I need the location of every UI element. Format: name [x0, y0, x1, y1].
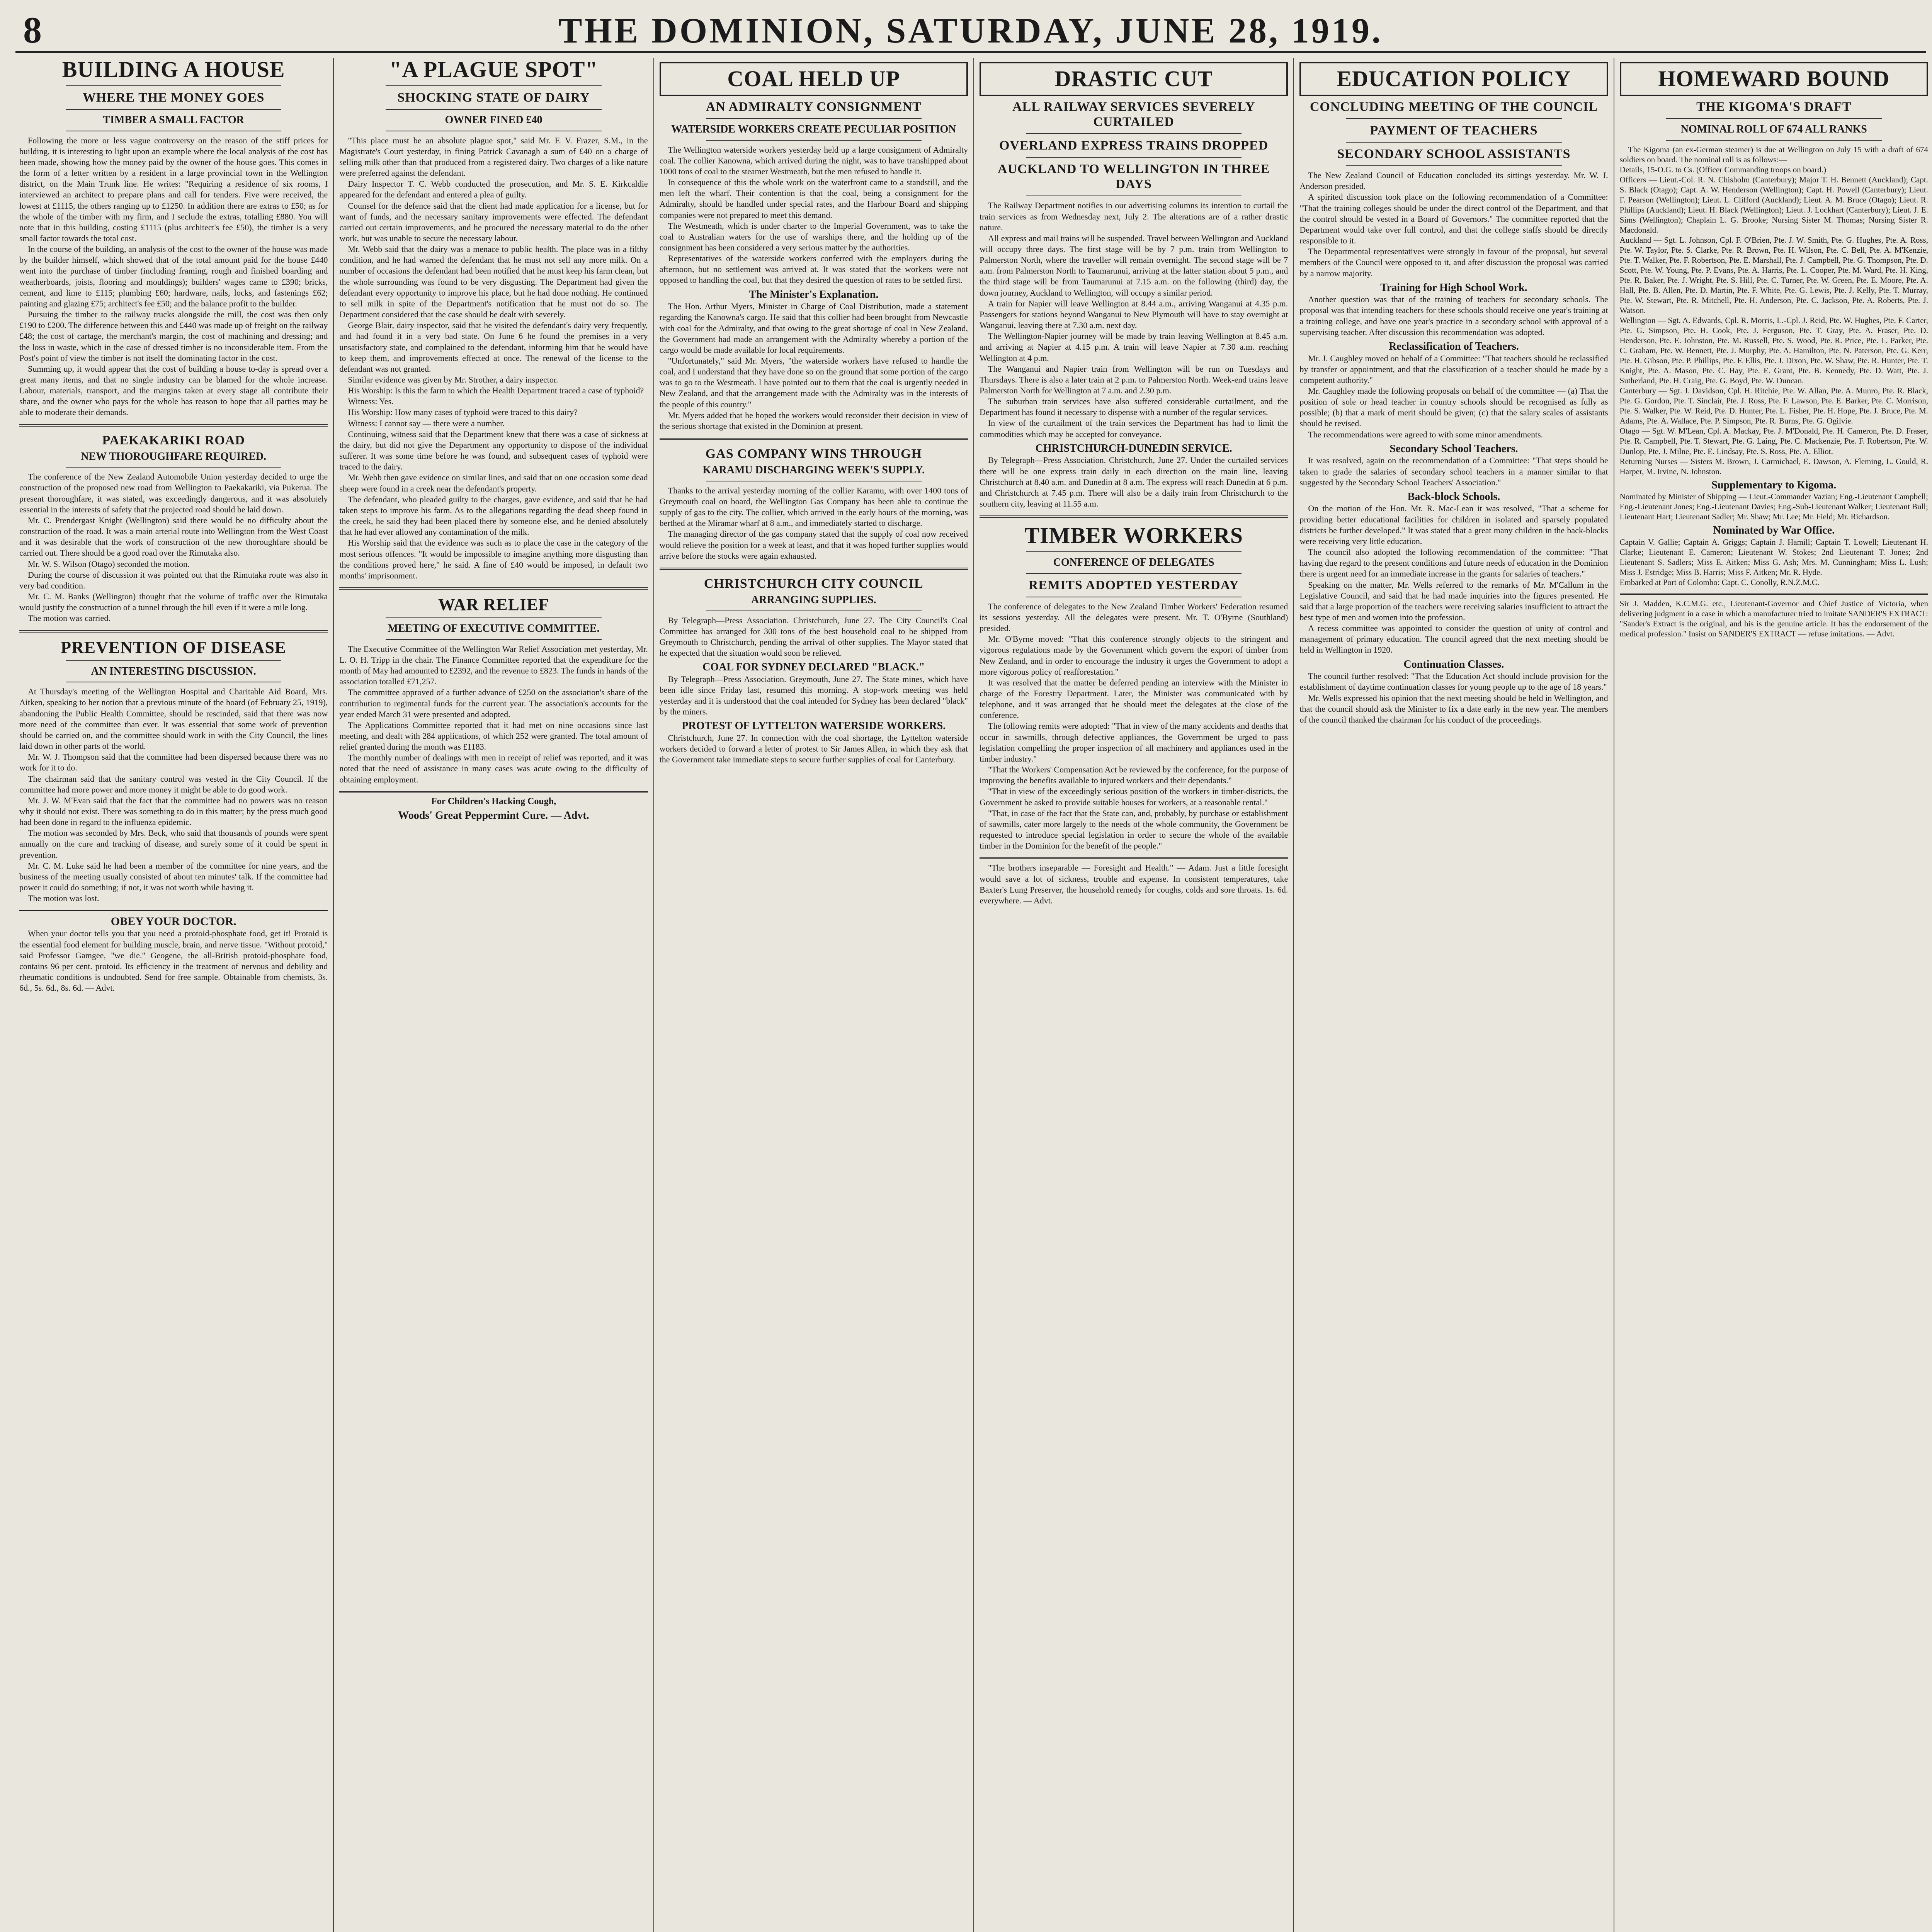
- column-building-house: [14, 58, 334, 1932]
- advertisement: [980, 857, 1288, 906]
- paragraph: Mr. C. Prendergast Knight (Wellington) said there would be no difficulty about the construction of the road. It was a main arterial route into Wellington from the West Coast and it was desirable that the work of construction of the new thoroughfare should be carried out. There should be a good road over the Rimutaka also.: [19, 515, 328, 558]
- section-subhead: Secondary School Teachers.: [1389, 442, 1518, 455]
- paragraph: A train for Napier will leave Wellington at 8.44 a.m., arriving Wanganui at 4.35 p.m. Passengers for stations beyond Wanganui to New Plymouth will have to stay overnight at Wanganui, leaving there at 7.30 a.m. next day.: [979, 298, 1288, 330]
- paragraph: Mr. W. S. Wilson (Otago) seconded the motion.: [28, 559, 190, 569]
- paragraph: By Telegraph—Press Association. Christchurch, June 27. The City Council's Coal Committee has arranged for 300 tons of the best household coal to be shipped from Greymouth to Christchurch, pending the arrival of other supplies. The Mayor stated that he expected that the situation would soon be relieved.: [659, 615, 968, 658]
- subhead: CONCLUDING MEETING OF THE COUNCIL: [1310, 99, 1598, 114]
- paragraph: His Worship said that the evidence was such as to place the case in the category of the most serious offences. "It would be impossible to imagine anything more disgusting than the conditions proved here," he said. A fine of £40 would be imposed, in default two months' imprisonment.: [339, 538, 648, 580]
- paragraph: Witness: I cannot say — there were a number.: [348, 418, 505, 428]
- paragraph: The Departmental representatives were strongly in favour of the proposal, but several members of the Council were opposed to it, and after discussion the proposal was carried by a narrow majority.: [1299, 247, 1608, 278]
- subhead: THE KIGOMA'S DRAFT: [1696, 99, 1852, 114]
- ad-text: Sir J. Madden, K.C.M.G. etc., Lieutenant-Governor and Chief Justice of Victoria, when delivering judgment in a case in which a manufacturer tried to imitate SANDER'S EXTRACT: "Sander's Extract is the original, and his is the genuine article. It has the endorsement of the medical profession." Insist on SANDER'S EXTRACT — refuse imitations. — Advt.: [1619, 599, 1928, 639]
- section-head: CHRISTCHURCH CITY COUNCIL: [704, 576, 923, 591]
- section-subhead: NEW THOROUGHFARE REQUIRED.: [81, 450, 267, 463]
- paragraph: "That in view of the exceedingly serious position of the workers in timber-districts, the Government be asked to provide suitable houses for workers, at a reasonable rental.": [979, 786, 1288, 807]
- headline: "A PLAGUE SPOT": [389, 58, 598, 82]
- headline-box: [980, 62, 1288, 96]
- paragraph: The Wellington-Napier journey will be made by train leaving Wellington at 8.45 a.m. and arriving at Napier at 4.15 p.m. A train will leave Napier at 7.30 a.m. reaching Wellington at 4 p.m.: [979, 331, 1288, 363]
- paragraph: Mr. J. W. M'Evan said that the fact that the committee had no powers was no reason why it should not exist. There was something to do in this matter; by the press much good had been done in regard to the influenza epidemic.: [19, 795, 328, 827]
- paragraph: The Westmeath, which is under charter to the Imperial Government, was to take the coal to Australian waters for the use of warships there, and the holding up of the consignment has been considered a very serious matter by the authorities.: [659, 221, 968, 252]
- subhead: TIMBER A SMALL FACTOR: [103, 114, 244, 126]
- section-note: Embarked at Port of Colombo: Capt. C. Conolly, R.N.Z.M.C.: [1619, 578, 1820, 587]
- ad-headline: For Children's Hacking Cough,: [431, 796, 556, 806]
- section-head: COAL FOR SYDNEY DECLARED "BLACK.": [702, 661, 925, 673]
- paragraph: Representatives of the waterside workers conferred with the employers during the afternoon, but no settlement was arrived at. It was stated that the workers were not opposed to handling the coal, but that they desired the question of rates to be settled first.: [659, 253, 968, 285]
- paragraph: Mr. Caughley made the following proposals on behalf of the committee — (a) That the position of sole or head teacher in country schools should be recognised as fully as possible; (b) that a mark of merit should be given; (c) that the salary scales of assistants should be revised.: [1299, 386, 1608, 429]
- section-subhead: The Minister's Explanation.: [749, 288, 879, 301]
- paragraph: Another question was that of the training of teachers for secondary schools. The proposal was that intending teachers for these schools should receive one year's training at a training college, and have one year's practice in a secondary school with approval of a supervising teacher. After discussion this recommendation was adopted.: [1299, 294, 1608, 337]
- paragraph: Mr. J. Caughley moved on behalf of a Committee: "That teachers should be reclassified by transfer or appointment, and that the classification of a teacher should be made by a competent authority.": [1299, 353, 1608, 385]
- paragraph: In the course of the building, an analysis of the cost to the owner of the house was made by the builder himself, which showed that of the total amount paid for the house £440 went into the purchase of timber (including framing, rough and finished boarding and weatherboards, joists, flooring and mouldings); builders' wages came to £390; bricks, cement, and lime to £115; plumbing £60; hardware, nails, locks, and fastenings £62; painting and glazing £75; architect's fee £50; and the balance profit to the builder.: [19, 244, 328, 308]
- paragraph: "That, in case of the fact that the State can, and, probably, by purchase or establishment of sawmills, cater more largely to the needs of the whole community, the Government be requested to introduce special legislation in order to secure the whole of the available timber in the Dominion for the benefit of the people.": [979, 808, 1288, 851]
- paragraph: The Applications Committee reported that it had met on nine occasions since last meeting, and dealt with 284 applications, of which 252 were granted. The total amount of relief granted during the month was £1183.: [339, 720, 648, 752]
- paragraph: Thanks to the arrival yesterday morning of the collier Karamu, with over 1400 tons of Greymouth coal on board, the Wellington Gas Company has been able to continue the supply of gas to the city. The collier, which arrived in the early hours of the morning, was berthed at the Miramar wharf at 8 a.m., and immediately started to discharge.: [659, 485, 968, 528]
- masthead-title: THE DOMINION, SATURDAY, JUNE 28, 1919.: [558, 11, 1383, 50]
- ad-text: Woods' Great Peppermint Cure. — Advt.: [398, 809, 589, 821]
- paragraph: The monthly number of dealings with men in receipt of relief was reported, and it was noted that the need of assistance in many cases was acute owing to the difficulty of obtaining employment.: [339, 753, 648, 784]
- paragraph: At Thursday's meeting of the Wellington Hospital and Charitable Aid Board, Mrs. Aitken, speaking to her notion that a previous minute of the board (of February 25, 1919), abandoning the Public Health Committee, should be rescinded, said that there was now more need of the committee than ever. It was essential that some work of prevention should be carried on, and the committee should work in with the City Council, the lines laid down in other parts of the world.: [19, 687, 328, 751]
- paragraph: The motion was lost.: [28, 893, 99, 903]
- paragraph: A recess committee was appointed to consider the question of unity of control and management of primary education. The council agreed that the next meeting should be held in Wellington in 1920.: [1299, 623, 1608, 655]
- paragraph: Christchurch, June 27. In connection with the coal shortage, the Lyttelton waterside workers decided to forward a letter of protest to Sir James Allen, in which they ask that the Government take immediate steps to secure further supplies of coal for Canterbury.: [659, 733, 968, 765]
- subhead: SHOCKING STATE OF DAIRY: [397, 90, 590, 105]
- nominal-roll: Captain V. Gallie; Captain A. Griggs; Captain J. Hamill; Captain T. Lowell; Lieutenant H. Clarke; Lieutenant E. Cameron; Lieutenant W. Stokes; 2nd Lieutenant T. Jones; 2nd Lieutenant S. Sadlers; Miss E. Aitken; Miss G. Ash; Mrs. M. Cunningham; Miss L. Lush; Miss J. Estridge; Miss B. Harris; Miss F. Aitken; Mr. R. Hyde.: [1619, 537, 1928, 577]
- advertisement: [1620, 594, 1928, 639]
- subhead: AUCKLAND TO WELLINGTON IN THREE DAYS: [998, 162, 1270, 192]
- paragraph: Mr. Wells expressed his opinion that the next meeting should be held in Wellington, and that the council should ask the Minister to fix a date early in the new year. The members of the council thanked the chairman for his conduct of the proceedings.: [1299, 693, 1608, 724]
- subhead: ALL RAILWAY SERVICES SEVERELY CURTAILED: [1012, 99, 1255, 129]
- paragraph: The following remits were adopted: "That in view of the many accidents and deaths that occur in sawmills, through defective appliances, the Government be urged to pass legislation compelling the proper inspection of all machinery and appliances used in the timber industry.": [979, 721, 1288, 764]
- section-subhead: ARRANGING SUPPLIES.: [751, 594, 876, 606]
- section-subhead: Continuation Classes.: [1403, 658, 1504, 670]
- paragraph: On the motion of the Hon. Mr. R. Mac-Lean it was resolved, "That a scheme for providing better educational facilities for children in isolated and sparsely populated districts be further developed." It was stated that a great many children in the back-blocks were receiving very little education.: [1299, 503, 1608, 546]
- section-subhead: Back-block Schools.: [1407, 490, 1500, 503]
- paragraph: By Telegraph—Press Association. Christchurch, June 27. Under the curtailed services there will be one express train daily in each direction on the main line, leaving Christchurch at 8.40 a.m. and Dunedin at 8 a.m. The express will reach Dunedin at 6 p.m. and Christchurch at 7.45 p.m. There will also be a daily train from Christchurch to the southern city, leaving at 11.55 a.m.: [979, 455, 1288, 509]
- section-head: CHRISTCHURCH-DUNEDIN SERVICE.: [1035, 442, 1232, 454]
- column-coal-held-up: [654, 58, 974, 1932]
- advertisement: [339, 791, 648, 822]
- paragraph: The conference of the New Zealand Automobile Union yesterday decided to urge the construction of the proposed new road from Wellington to Paekakariki, via Pukerua. The present thoroughfare, it was stated, was exceedingly dangerous, and it was absolutely essential in the interests of safety that the projected road should be laid down.: [19, 472, 328, 514]
- paragraph: Mr. Webb said that the dairy was a menace to public health. The place was in a filthy condition, and he had warned the defendant that he must not sell any more milk. On a number of occasions the defendant had been notified that he must keep his farm clean, but the whole surrounding was found to be very disgusting. The Department had given the defendant every opportunity to improve his place, but he had done nothing. He continued to sell milk in spite of the Department's notification that he must not do so. The Department considered that the case should be dealt with severely.: [339, 244, 648, 320]
- paragraph: His Worship: Is this the farm to which the Health Department traced a case of typhoid?: [348, 386, 644, 396]
- paragraph: Mr. Myers added that he hoped the workers would reconsider their decision in view of the serious shortage that existed in the Dominion at present.: [659, 410, 968, 431]
- ad-text: "The brothers inseparable — Foresight and Health." — Adam. Just a little foresight would save a lot of sickness, trouble and expense. In consistent temperatures, take Baxter's Lung Preserver, the household remedy for coughs, colds and sore throats. 1s. 6d. everywhere. — Advt.: [979, 863, 1288, 905]
- paragraph: Mr. W. J. Thompson said that the committee had been dispersed because there was no work for it to do.: [19, 752, 328, 773]
- column-drastic-cut: [974, 58, 1294, 1932]
- paragraph: The Hon. Arthur Myers, Minister in Charge of Coal Distribution, made a statement regarding the Kanowna's cargo. He said that this collier had been brought from Newcastle with coal for the Admiralty, and that owing to the great shortage of coal in New Zealand, the Government had made an arrangement with the Admiralty whereby a portion of the cargo would be made available for local requirements.: [659, 301, 968, 355]
- nominal-roll: Returning Nurses — Sisters M. Brown, J. Carmichael, E. Dawson, A. Fleming, L. Gould, R. Harper, M. Irvine, N. Johnston.: [1619, 456, 1928, 476]
- paragraph: The Kigoma (an ex-German steamer) is due at Wellington on July 15 with a draft of 674 soldiers on board. The nominal roll is as follows:—: [1619, 145, 1928, 164]
- subhead: OVERLAND EXPRESS TRAINS DROPPED: [999, 138, 1269, 153]
- paragraph: The council also adopted the following recommendation of the committee: "That having due regard to the present conditions and future needs of education in the Dominion there is urgent need for an immediate increase in the grants for salaries of teachers.": [1299, 547, 1608, 579]
- paragraph: It was resolved that the matter be deferred pending an interview with the Minister in charge of the Forestry Department. Later, the Minister was communicated with by telephone, and it was arranged that he should meet the delegates at the close of the conference.: [979, 677, 1288, 720]
- paragraph: Speaking on the matter, Mr. Wells referred to the remarks of Mr. M'Callum in the Legislative Council, and said that he had made inquiries into the figures presented. He said that a large proportion of the teachers were receiving salaries insufficient to attract the best type of men and women into the profession.: [1299, 580, 1608, 622]
- subhead: PAYMENT OF TEACHERS: [1370, 123, 1538, 138]
- section-head: Nominated by War Office.: [1713, 524, 1835, 537]
- paragraph: Similar evidence was given by Mr. Strother, a dairy inspector.: [348, 375, 558, 385]
- paragraph: Counsel for the defence said that the client had made application for a license, but for want of funds, and the necessary sanitary improvements were effected. The defendant carried out certain improvements, and he procured the necessary material to do the other work, but was unable to secure the necessary labour.: [339, 201, 648, 243]
- headline: HOMEWARD BOUND: [1658, 66, 1890, 91]
- paragraph: Continuing, witness said that the Department knew that there was a case of sickness at the dairy, but did not give the Department any opportunity to dispose of the individual sufferer. It was some time before he was found, and subsequent cases of typhoid were traced to the dairy.: [339, 429, 648, 472]
- paragraph: Mr. Webb then gave evidence on similar lines, and said that on one occasion some dead sheep were found in a creek near the defendant's property.: [339, 473, 648, 493]
- subhead: NOMINAL ROLL OF 674 ALL RANKS: [1680, 123, 1867, 135]
- paragraph: Pursuing the timber to the railway trucks alongside the mill, the cost was then only £190 to £200. The difference between this and £440 was made up of freight on the railway £48; the cost of cartage, the merchant's margin, the cost of machining and dressing; and the loss in waste, which in the case of dressed timber is no inconsiderable item. From the Post's point of view the timber is not itself the dominating factor in the cost.: [19, 310, 328, 363]
- column-homeward-bound: [1614, 58, 1932, 1932]
- paragraph: The New Zealand Council of Education concluded its sittings yesterday. Mr. W. J. Anderson presided.: [1299, 170, 1608, 191]
- paragraph: All express and mail trains will be suspended. Travel between Wellington and Auckland will occupy three days. The first stage will be by 7 p.m. train from Wellington to Palmerston North, where the traveller will remain overnight. The second stage will be 7 a.m. from Palmerston North to Taumarunui, arriving at the latter station about 5 p.m., and the third stage will be from Taumarunui at 7.15 a.m. on the following (third) day, the down journey, Auckland to Wellington, will occupy a similar period.: [979, 233, 1288, 298]
- section-subhead: REMITS ADOPTED YESTERDAY: [1028, 578, 1239, 592]
- section-subhead: Training for High School Work.: [1380, 281, 1527, 294]
- section-head: WAR RELIEF: [438, 595, 549, 614]
- paragraph: By Telegraph—Press Association. Greymouth, June 27. The State mines, which have been idle since Friday last, resumed this morning. A stop-work meeting was held yesterday and it is understood that the coal intended for Sydney has been declared "black" by the miners.: [659, 674, 968, 717]
- section-head: PROTEST OF LYTTELTON WATERSIDE WORKERS.: [682, 720, 946, 732]
- column-education-policy: [1294, 58, 1614, 1932]
- ad-headline: OBEY YOUR DOCTOR.: [111, 915, 236, 928]
- headline-box: [1299, 62, 1608, 96]
- section-head: GAS COMPANY WINS THROUGH: [705, 447, 922, 461]
- paragraph: The defendant, who pleaded guilty to the charges, gave evidence, and said that he had taken steps to improve his farm. As to the allegations regarding the dead sheep found in the creek, he said they had been placed there by someone else, and he denied absolutely that he had ever allowed any contamination of the milk.: [339, 494, 648, 537]
- paragraph: "This place must be an absolute plague spot," said Mr. F. V. Frazer, S.M., in the Magistrate's Court yesterday, in fining Patrick Cavanagh a sum of £40 on a charge of selling milk other than that produced from a registered dairy. Two charges of a like nature were preferred against the defendant.: [339, 135, 648, 178]
- ad-text: When your doctor tells you that you need a protoid-phosphate food, get it! Protoid is the essential food element for building muscle, brain, and nerve tissue. "Without protoid," said Professor Gamgee, "we die." Geogene, the all-British protoid-phosphate food, contains 96 per cent. protoid. Its efficiency in the treatment of nervous and debility and rheumatic conditions is undoubted. Send for free sample. Obtainable from chemists, 3s. 6d., 5s. 6d., 8s. 6d. — Advt.: [19, 929, 328, 993]
- paragraph: "That the Workers' Compensation Act be reviewed by the conference, for the purpose of improving the benefits available to injured workers and their dependants.": [979, 765, 1288, 786]
- section-head: TIMBER WORKERS: [1024, 523, 1243, 548]
- paragraph: During the course of discussion it was pointed out that the Rimutaka route was also in very bad condition.: [19, 570, 328, 590]
- section-subhead: CONFERENCE OF DELEGATES: [1053, 556, 1214, 569]
- section-head: PREVENTION OF DISEASE: [61, 638, 287, 657]
- section-head: PAEKAKARIKI ROAD: [102, 433, 245, 447]
- subhead: AN ADMIRALTY CONSIGNMENT: [706, 99, 922, 114]
- section-subhead: KARAMU DISCHARGING WEEK'S SUPPLY.: [702, 464, 925, 476]
- paragraph: The Wanganui and Napier train from Wellington will be run on Tuesdays and Thursdays. There is also a later train at 2 p.m. to Palmerston North. Week-end trains leave Palmerston North for Wellington at 7 a.m. and 2.30 p.m.: [979, 364, 1288, 396]
- nominal-roll: Auckland — Sgt. L. Johnson, Cpl. F. O'Brien, Pte. J. W. Smith, Pte. G. Hughes, Pte. A. Ross, Pte. W. Taylor, Pte. S. Clarke, Pte. R. Brown, Pte. H. Wilson, Pte. C. Bell, Pte. A. M'Kenzie, Pte. T. Walker, Pte. F. Robertson, Pte. E. Marshall, Pte. J. Campbell, Pte. G. Thompson, Pte. D. Scott, Pte. W. Young, Pte. P. Evans, Pte. A. Harris, Pte. L. Cooper, Pte. M. Ward, Pte. H. King, Pte. R. Baker, Pte. J. Wright, Pte. S. Hill, Pte. C. Turner, Pte. W. Green, Pte. E. Moore, Pte. A. Hall, Pte. B. Allen, Pte. D. Martin, Pte. F. White, Pte. G. Lewis, Pte. J. Kelly, Pte. T. Murray, Pte. W. Stewart, Pte. R. Mitchell, Pte. H. Anderson, Pte. C. Jackson, Pte. A. Roberts, Pte. J. Watson.: [1619, 235, 1928, 315]
- paragraph: The conference of delegates to the New Zealand Timber Workers' Federation resumed its sessions yesterday. All the delegates were present. Mr. T. O'Byrne (Southland) presided.: [979, 601, 1288, 633]
- paragraph: Dairy Inspector T. C. Webb conducted the prosecution, and Mr. S. E. Kirkcaldie appeared for the defendant and entered a plea of guilty.: [339, 179, 648, 200]
- paragraph: His Worship: How many cases of typhoid were traced to this dairy?: [348, 407, 578, 417]
- headline: BUILDING A HOUSE: [62, 58, 285, 82]
- masthead: [15, 5, 1926, 53]
- paragraph: Witness: Yes.: [348, 396, 394, 406]
- column-plague-spot: [334, 58, 654, 1932]
- section-note: Details, 15-O.G. to Cs. (Officer Commanding troops on board.): [1619, 165, 1827, 174]
- paragraph: It was resolved, again on the recommendation of a Committee: "That steps should be taken to grade the salaries of secondary school teachers in a manner similar to that suggested by the Secondary School Teachers' Association.": [1299, 456, 1608, 487]
- nominal-roll: Nominated by Minister of Shipping — Lieut.-Commander Vazian; Eng.-Lieutenant Campbell; Eng.-Lieutenant Jones; Eng.-Lieutenant Davies; Eng.-Sub-Lieutenant Walker; Lieutenant Bull; Lieutenant Hart; Lieutenant Sadler; Mr. Shaw; Mr. Lee; Mr. Field; Mr. Richardson.: [1619, 492, 1928, 522]
- paragraph: The Railway Department notifies in our advertising columns its intention to curtail the train services as from Wednesday next, July 2. The alterations are of a rather drastic nature.: [979, 201, 1288, 232]
- section-subhead: Reclassification of Teachers.: [1389, 340, 1519, 352]
- headline: COAL HELD UP: [727, 66, 900, 91]
- nominal-roll: Officers — Lieut.-Col. R. N. Chisholm (Canterbury); Major T. H. Bennett (Auckland); Capt. S. Black (Otago); Capt. A. W. Henderson (Wellington); Capt. H. Powell (Canterbury); Lieut. F. Pearson (Wellington); Lieut. L. Clifford (Auckland); Lieut. A. M. Bruce (Otago); Lieut. R. Phillips (Auckland); Lieut. H. Black (Wellington); Lieut. J. Lockhart (Canterbury); Lieut. J. E. Sims (Wellington); Chaplain L. G. Brooke; Nursing Sister M. Thomas; Nursing Sister R. Macdonald.: [1619, 175, 1928, 235]
- paragraph: The managing director of the gas company stated that the supply of coal now received would relieve the position for a week at least, and that it was hoped further supplies would arrive before the stocks were again exhausted.: [659, 529, 968, 561]
- section-subhead: AN INTERESTING DISCUSSION.: [91, 665, 256, 677]
- headline: EDUCATION POLICY: [1337, 66, 1571, 91]
- paragraph: The Executive Committee of the Wellington War Relief Association met yesterday, Mr. L. O. H. Tripp in the chair. The Finance Committee reported that the expenditure for the month of May had amounted to £2392, and the revenue to £823. The funds in hands of the association totalled £71,257.: [339, 644, 648, 687]
- paragraph: Mr. O'Byrne moved: "That this conference strongly objects to the stringent and vigorous regulations made by the Government which govern the export of timber from New Zealand, and in order to encourage the industry it urges the Government to adopt a more vigorous policy of reafforestation.": [979, 634, 1288, 677]
- paragraph: In view of the curtailment of the train services the Department has had to limit the commodities which may be accepted for conveyance.: [979, 418, 1288, 439]
- paragraph: "Unfortunately," said Mr. Myers, "the waterside workers have refused to handle the coal, and I understand that they have done so on the ground that some portion of the cargo was to go to the Westmeath. I have pointed out to them that the coal is urgently needed in New Zealand, and that the arrangement made with the Admiralty was in the interests of the people of this country.": [659, 355, 968, 409]
- page-number: 8: [23, 9, 42, 51]
- subhead: WATERSIDE WORKERS CREATE PECULIAR POSITION: [671, 123, 956, 135]
- subhead: SECONDARY SCHOOL ASSISTANTS: [1337, 147, 1571, 162]
- paragraph: Following the more or less vague controversy on the reason of the stiff prices for building, it is interesting to light upon an example where the local analysis of the cost has been made, showing how the money paid by the owner of the house goes. This comes in the form of a letter written by a resident in a large provincial town in the Wellington district, on the Main Trunk line. He writes: "Requiring a residence of six rooms, I interviewed an architect to prepare plans and call for tenders. Five were received, the lowest at £1115, the others ranging up to £1250. In addition there are extras to £50; as for the whole of the timber with my firm, and I seclude the extras, totalling £880. You will note that in this building, costing £1115 (plus architect's fee £50), the timber is a very small factor towards the total cost.: [19, 135, 328, 243]
- paragraph: A spirited discussion took place on the following recommendation of a Committee: "That the training colleges should be under the direct control of the Department, and that the control should be vested in a Board of Governors." The committee reported that the Department would take over full control, and that the college staffs should be directly responsible to it.: [1299, 192, 1608, 246]
- paragraph: The motion was carried.: [28, 613, 111, 623]
- subhead: WHERE THE MONEY GOES: [82, 90, 265, 105]
- advertisement: [19, 910, 328, 993]
- section-head: Supplementary to Kigoma.: [1711, 479, 1837, 491]
- paragraph: George Blair, dairy inspector, said that he visited the defendant's dairy very frequently, and had found it in a very bad state. On June 6 he found the premises in a very unsatisfactory state, and complained to the defendant, informing him that he would have to keep them, and improvements effected at once. The renewal of the license to the defendant was not granted.: [339, 320, 648, 374]
- paragraph: The suburban train services have also suffered considerable curtailment, and the Department has found it necessary to dispense with a number of the regular services.: [979, 396, 1288, 417]
- paragraph: Mr. C. M. Banks (Wellington) thought that the volume of traffic over the Rimutaka would justify the construction of a tunnel through the hill even if it were a mile long.: [19, 592, 328, 612]
- paragraph: The motion was seconded by Mrs. Beck, who said that thousands of pounds were spent annually on the cure and tracking of disease, and surely some of it could be spent in prevention.: [19, 828, 328, 860]
- headline-box: [660, 62, 968, 96]
- paragraph: The chairman said that the sanitary control was vested in the City Council. If the committee had more power and more money it might be able to do good work.: [19, 774, 328, 794]
- columns: [14, 58, 1932, 1932]
- paragraph: The committee approved of a further advance of £250 on the association's share of the contribution to regimental funds for the current year. The association's accounts for the year ended March 31 were presented and adopted.: [339, 687, 648, 719]
- nominal-roll: Wellington — Sgt. A. Edwards, Cpl. R. Morris, L.-Cpl. J. Reid, Pte. W. Hughes, Pte. F. Carter, Pte. G. Simpson, Pte. H. Cook, Pte. J. Ferguson, Pte. T. Gray, Pte. A. Fraser, Pte. D. Henderson, Pte. E. Johnston, Pte. M. Russell, Pte. S. Wood, Pte. R. Price, Pte. L. Parker, Pte. C. Graham, Pte. W. Bennett, Pte. J. Murphy, Pte. A. Hamilton, Pte. N. Paterson, Pte. G. Kerr, Pte. H. Gibson, Pte. P. Phillips, Pte. F. Ellis, Pte. J. Dixon, Pte. W. Shaw, Pte. R. Hunter, Pte. T. Knight, Pte. A. Mason, Pte. C. Hay, Pte. E. Grant, Pte. B. Kennedy, Pte. D. Watt, Pte. J. Sutherland, Pte. H. Craig, Pte. G. Boyd, Pte. W. Duncan.: [1619, 316, 1928, 386]
- section-subhead: MEETING OF EXECUTIVE COMMITTEE.: [388, 622, 600, 635]
- paragraph: The council further resolved: "That the Education Act should include provision for the establishment of daytime continuation classes for young people up to the age of 18 years.": [1299, 671, 1608, 692]
- paragraph: Mr. C. M. Luke said he had been a member of the committee for nine years, and the business of the meeting usually consisted of about ten minutes' talk. If the committee had power it could do something; if not, it was not worth while having it.: [19, 861, 328, 893]
- paragraph: The Wellington waterside workers yesterday held up a large consignment of Admiralty coal. The collier Kanowna, which arrived during the night, was to have transhipped about 1000 tons of coal to the steamer Westmeath, but the men refused to handle it.: [659, 145, 968, 176]
- paragraph: Summing up, it would appear that the cost of building a house to-day is spread over a great many items, and that no single industry can be blamed for the whole increase. Labour, materials, transport, and the margins taken at every stage all contribute their share, and the owner who pays for the whole has reason to hope that all parties may be able to moderate their demands.: [19, 364, 328, 417]
- paragraph: In consequence of this the whole work on the waterfront came to a standstill, and the men left the wharf. Their contention is that the coal, being a consignment for the Admiralty, should be handled under special rates, and the Harbour Board and shipping companies were not prepared to meet this demand.: [659, 177, 968, 220]
- paragraph: The recommendations were agreed to with some minor amendments.: [1308, 429, 1543, 439]
- nominal-roll: Canterbury — Sgt. J. Davidson, Cpl. H. Ritchie, Pte. W. Allan, Pte. A. Munro, Pte. R. Black, Pte. G. Gordon, Pte. T. Sinclair, Pte. J. Ross, Pte. F. Lawson, Pte. E. Barker, Pte. C. Morrison, Pte. S. Walker, Pte. W. Reid, Pte. D. Hunter, Pte. L. Fisher, Pte. H. Hope, Pte. J. Bruce, Pte. M. Adams, Pte. A. Wallace, Pte. P. Simpson, Pte. R. Burns, Pte. G. Ogilvie.: [1619, 386, 1928, 426]
- subhead: OWNER FINED £40: [445, 114, 543, 126]
- headline: DRASTIC CUT: [1054, 66, 1213, 91]
- nominal-roll: Otago — Sgt. W. M'Lean, Cpl. A. Mackay, Pte. J. M'Donald, Pte. H. Cameron, Pte. D. Fraser, Pte. R. Campbell, Pte. T. Stewart, Pte. G. Laing, Pte. C. Mackenzie, Pte. F. Robertson, Pte. W. Dunlop, Pte. J. Milne, Pte. E. Lindsay, Pte. S. Ross, Pte. A. Elliot.: [1619, 426, 1928, 456]
- headline-box: [1620, 62, 1928, 96]
